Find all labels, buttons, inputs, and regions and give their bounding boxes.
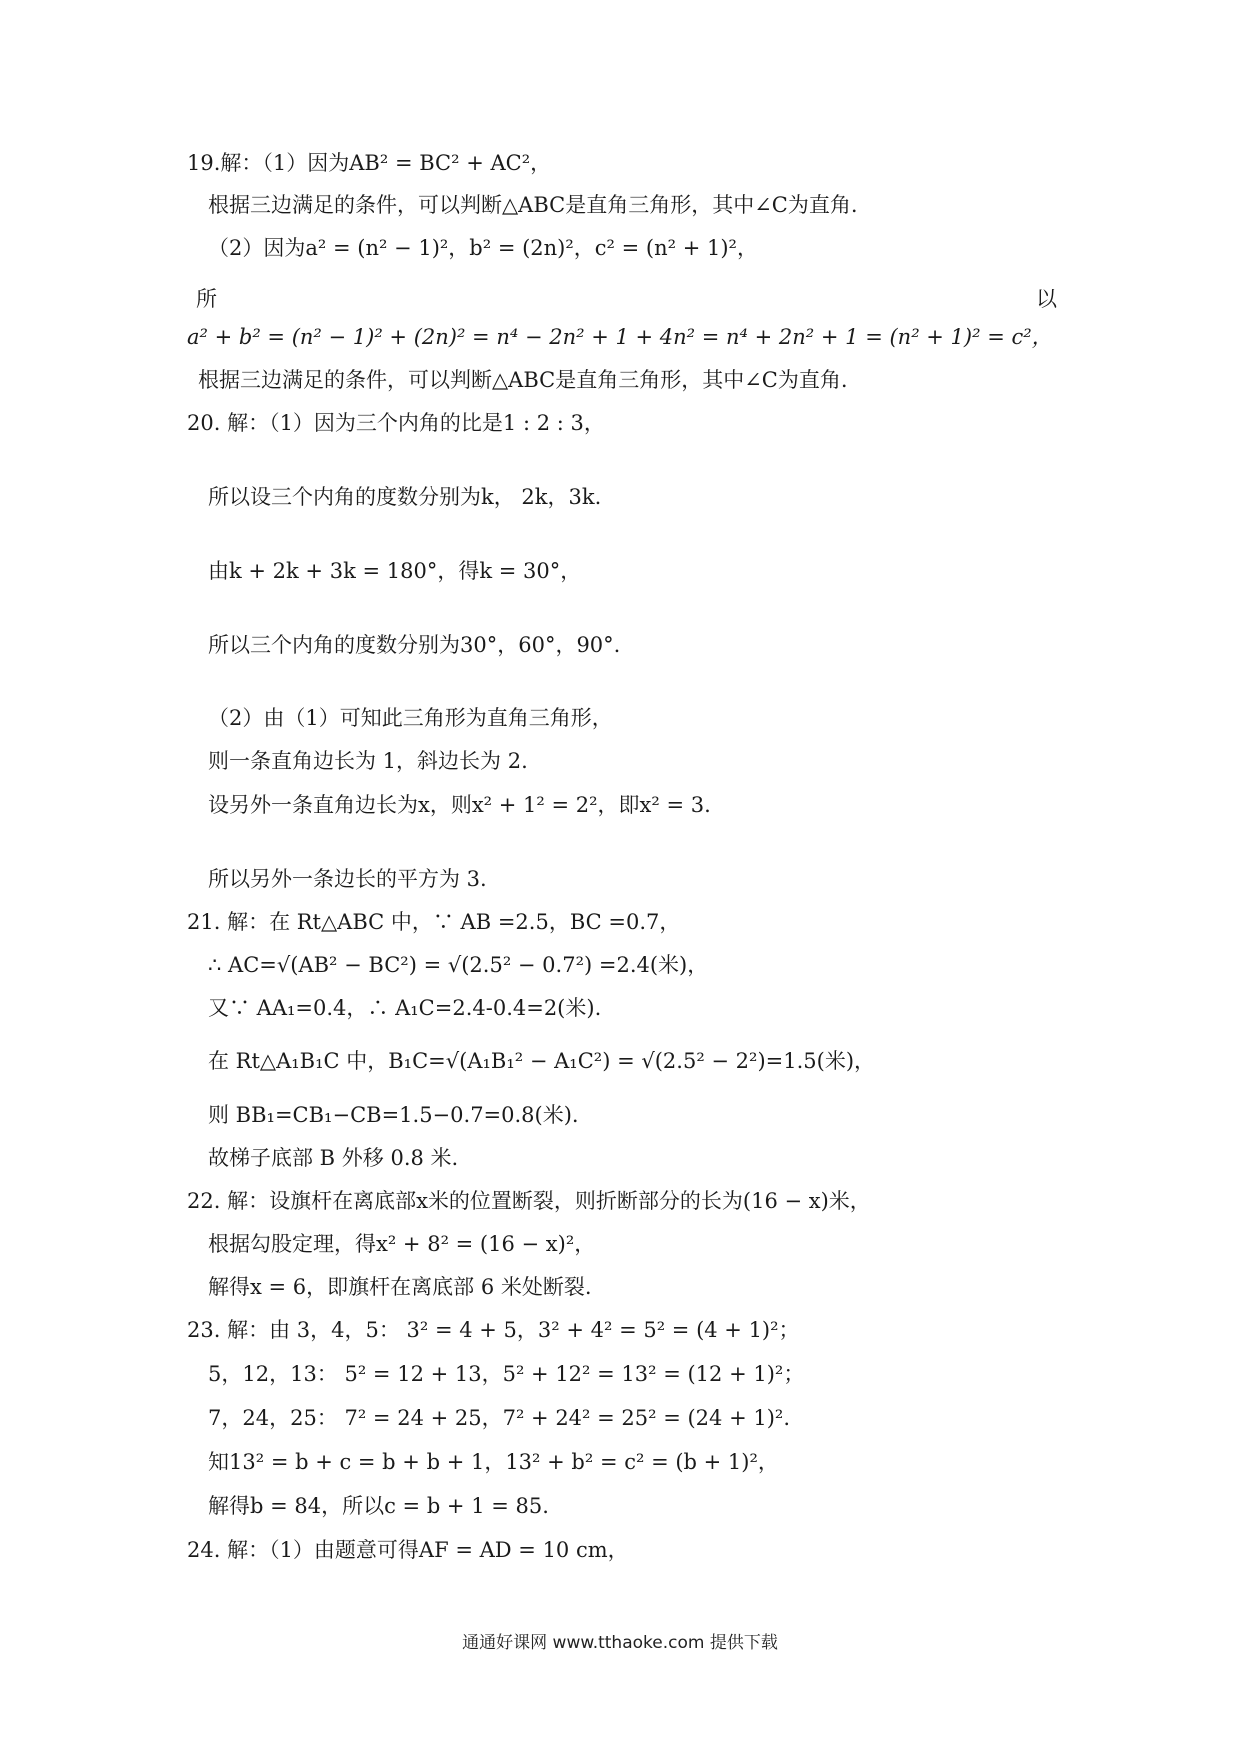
q21-line2: ∴ AC=√(AB² − BC²) = √(2.5² − 0.7²) =2.4(米)，: [208, 953, 709, 977]
page-footer: 通通好课网 www.tthaoke.com 提供下载: [462, 1633, 778, 1653]
q21-line1: 21. 解：在 Rt△ABC 中，∵ AB =2.5，BC =0.7，: [187, 910, 681, 934]
q21-line6: 故梯子底部 B 外移 0.8 米.: [208, 1146, 459, 1170]
q20-line2: 所以设三个内角的度数分别为k， 2k，3k.: [208, 485, 602, 509]
q22-line2: 根据勾股定理，得x² + 8² = (16 − x)²，: [208, 1232, 596, 1256]
q20-line8: 所以另外一条边长的平方为 3.: [208, 867, 487, 891]
q23-line4: 知13² = b + c = b + b + 1，13² + b² = c² = (b + 1)²，: [208, 1450, 779, 1474]
q23-line1: 23. 解：由 3，4，5： 3² = 4 + 5，3² + 4² = 5² = (4 + 1)²；: [187, 1318, 800, 1342]
q20-line7: 设另外一条直角边长为x，则x² + 1² = 2²，即x² = 3.: [208, 793, 711, 817]
q20-line1: 20. 解：（1）因为三个内角的比是1 : 2 : 3，: [187, 411, 605, 435]
q20-line5: （2）由（1）可知此三角形为直角三角形，: [208, 706, 613, 730]
q19-line6: 根据三边满足的条件，可以判断△ABC是直角三角形，其中∠C为直角.: [198, 368, 848, 392]
q19-line4-left: 所: [196, 287, 217, 311]
q19-line5: a² + b² = (n² − 1)² + (2n)² = n⁴ − 2n² + 1 + 4n² = n⁴ + 2n² + 1 = (n² + 1)² = c²，: [187, 325, 1053, 349]
q23-line5: 解得b = 84，所以c = b + 1 = 85.: [208, 1494, 549, 1518]
q23-line2: 5，12，13： 5² = 12 + 13，5² + 12² = 13² = (12 + 1)²；: [208, 1362, 805, 1386]
q19-line1: 19.解：（1）因为AB² = BC² + AC²，: [187, 151, 552, 175]
q19-line2: 根据三边满足的条件，可以判断△ABC是直角三角形，其中∠C为直角.: [208, 193, 858, 217]
q20-line4: 所以三个内角的度数分别为30°，60°，90°.: [208, 633, 621, 657]
q24-line1: 24. 解：（1）由题意可得AF = AD = 10 cm，: [187, 1538, 629, 1562]
q20-line3: 由k + 2k + 3k = 180°，得k = 30°，: [208, 559, 582, 583]
q23-line3: 7，24，25： 7² = 24 + 25，7² + 24² = 25² = (24 + 1)².: [208, 1406, 791, 1430]
q19-line3: （2）因为a² = (n² − 1)²，b² = (2n)²，c² = (n² + 1)²，: [208, 236, 758, 260]
q21-line5: 则 BB₁=CB₁−CB=1.5−0.7=0.8(米).: [208, 1103, 579, 1127]
q22-line1: 22. 解：设旗杆在离底部x米的位置断裂，则折断部分的长为(16 − x)米，: [187, 1189, 871, 1213]
q20-line6: 则一条直角边长为 1，斜边长为 2.: [208, 749, 528, 773]
q19-line4-right: 以: [1036, 287, 1057, 311]
q21-line4: 在 Rt△A₁B₁C 中，B₁C=√(A₁B₁² − A₁C²) = √(2.5² − 2²)=1.5(米)，: [208, 1049, 876, 1073]
q22-line3: 解得x = 6，即旗杆在离底部 6 米处断裂.: [208, 1275, 592, 1299]
q21-line3: 又∵ AA₁=0.4，∴ A₁C=2.4-0.4=2(米).: [208, 996, 602, 1020]
